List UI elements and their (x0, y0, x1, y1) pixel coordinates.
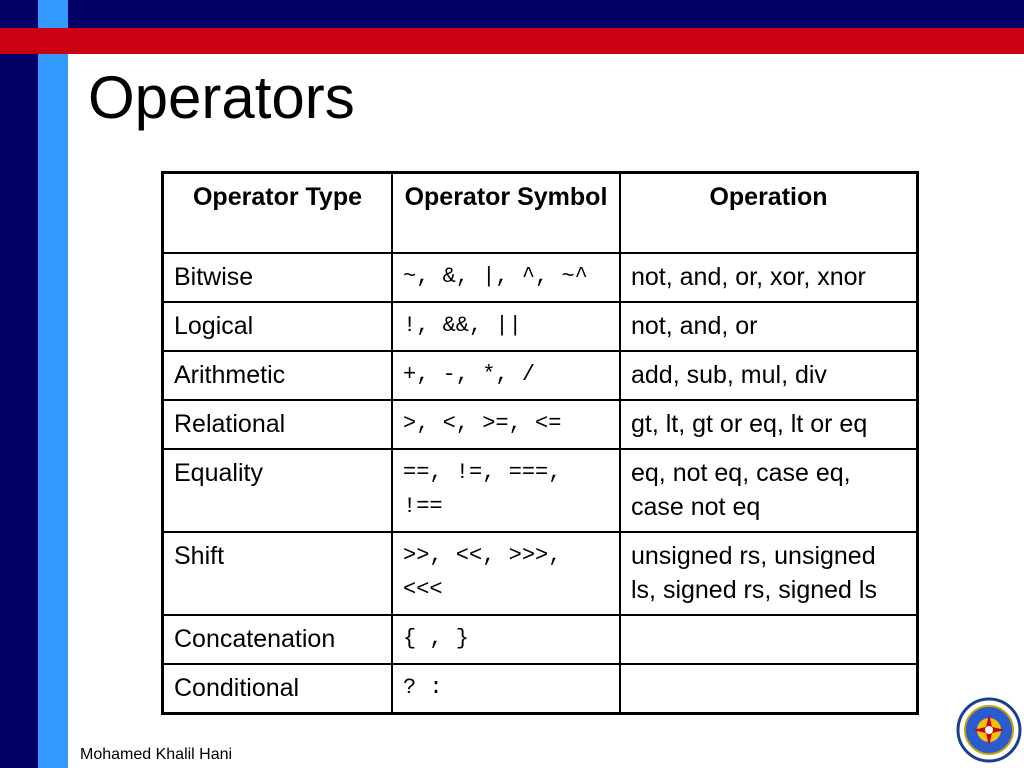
table-row (163, 449, 918, 532)
slide-title: Operators (88, 64, 355, 131)
left-navy-bar (0, 0, 38, 768)
table-row (163, 532, 918, 615)
operator-type-cell: Bitwise (163, 253, 393, 302)
operators-table (161, 171, 919, 715)
operation-cell: not, and, or, xor, xnor (620, 253, 918, 302)
operator-symbol-cell: ~, &, |, ^, ~^ (392, 253, 620, 302)
footer-author: Mohamed Khalil Hani (80, 746, 233, 763)
operator-type-cell: Concatenation (163, 615, 393, 664)
operator-symbol-cell: ==, !=, ===, !== (392, 449, 620, 532)
column-header-operator-type: Operator Type (163, 173, 393, 253)
column-header-operation: Operation (620, 173, 918, 253)
operator-symbol-cell: >, <, >=, <= (392, 400, 620, 449)
operator-type-cell: Shift (163, 532, 393, 615)
operation-cell: add, sub, mul, div (620, 351, 918, 400)
top-navy-bar (68, 0, 1024, 28)
operator-symbol-cell: ? : (392, 664, 620, 714)
top-red-bar (0, 28, 1024, 54)
operation-cell: not, and, or (620, 302, 918, 351)
operator-symbol-cell: +, -, *, / (392, 351, 620, 400)
table-row (163, 615, 918, 664)
column-header-operator-symbol: Operator Symbol (392, 173, 620, 253)
university-seal-icon (956, 697, 1022, 763)
operation-cell: unsigned rs, unsigned ls, signed rs, signed ls (620, 532, 918, 615)
operator-symbol-cell: >>, <<, >>>, <<< (392, 532, 620, 615)
operator-type-cell: Arithmetic (163, 351, 393, 400)
left-blue-bar (38, 0, 68, 768)
table-header-row (163, 173, 918, 253)
operation-cell (620, 615, 918, 664)
operation-cell (620, 664, 918, 714)
table-row (163, 664, 918, 714)
operator-symbol-cell: { , } (392, 615, 620, 664)
operator-type-cell: Conditional (163, 664, 393, 714)
table-row (163, 400, 918, 449)
operator-type-cell: Relational (163, 400, 393, 449)
table-row (163, 253, 918, 302)
operation-cell: gt, lt, gt or eq, lt or eq (620, 400, 918, 449)
table-row (163, 351, 918, 400)
operator-type-cell: Equality (163, 449, 393, 532)
operator-type-cell: Logical (163, 302, 393, 351)
operation-cell: eq, not eq, case eq, case not eq (620, 449, 918, 532)
table-row (163, 302, 918, 351)
operator-symbol-cell: !, &&, || (392, 302, 620, 351)
top-blue-bar-segment (38, 0, 68, 28)
